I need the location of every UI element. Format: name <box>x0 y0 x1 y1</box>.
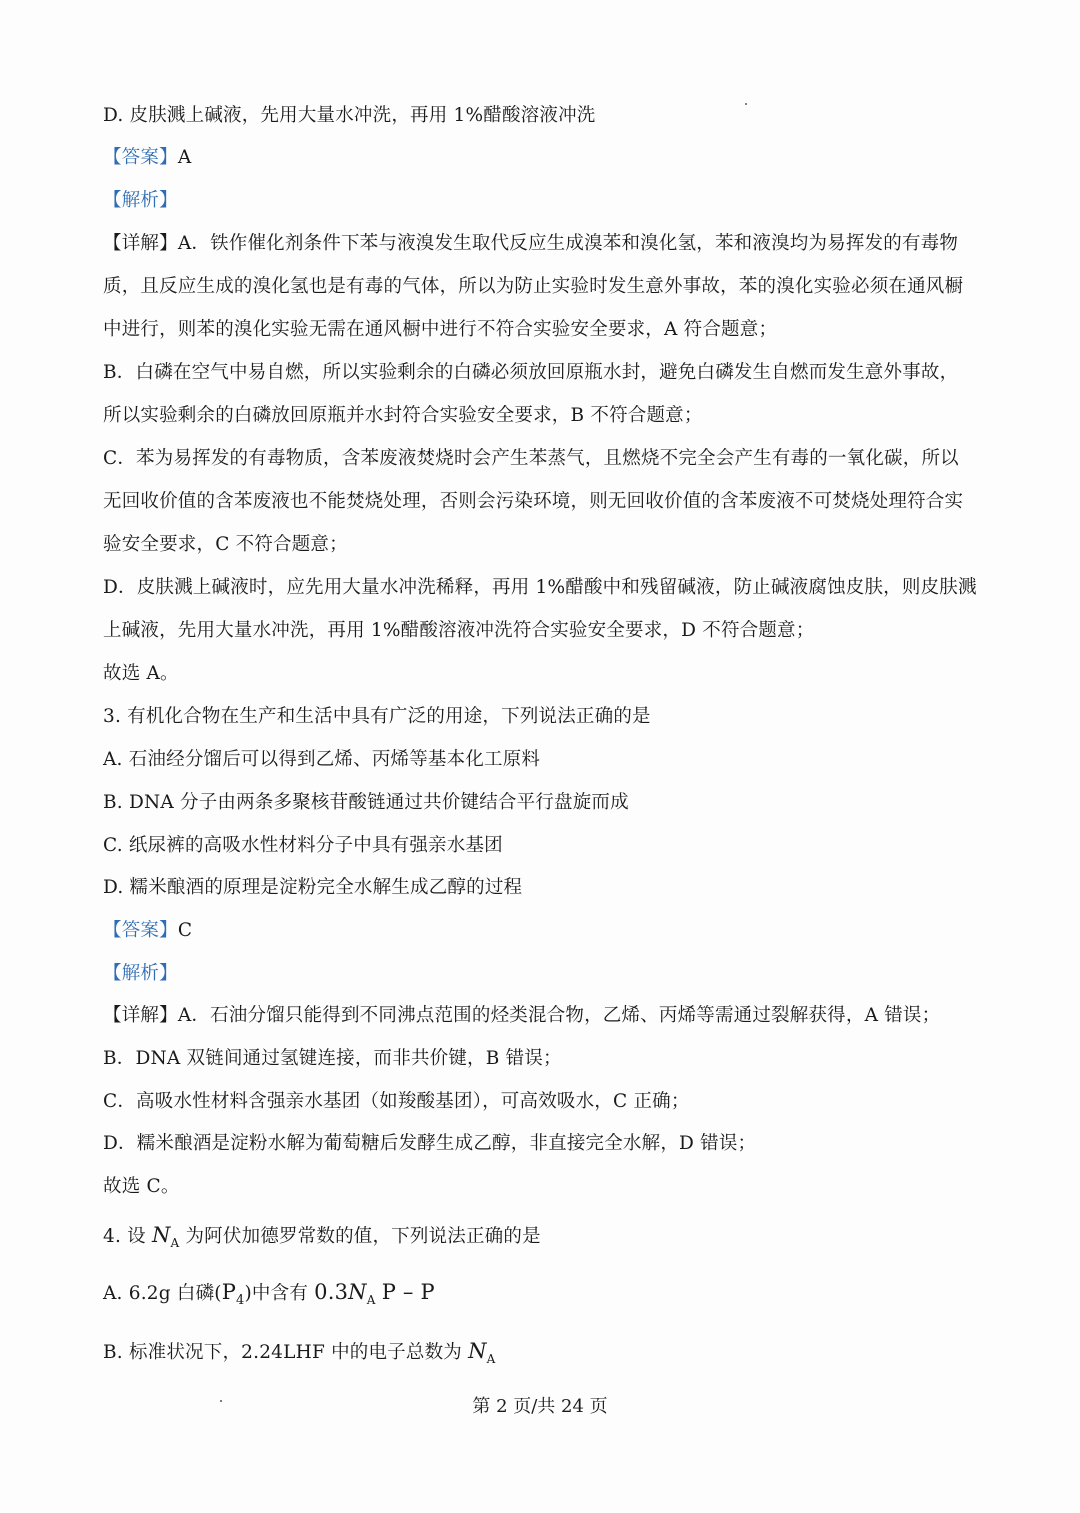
detail-tag: 【详解】 <box>103 233 178 254</box>
q3-detail-line-4: D．糯米酿酒是淀粉水解为葡萄糖后发酵生成乙醇，非直接完全水解，D 错误； <box>103 1133 757 1154</box>
q3-option-d: D. 糯米酿酒的原理是淀粉完全水解生成乙醇的过程 <box>103 877 523 898</box>
q3-option-b: B. DNA 分子由两条多聚核苷酸链通过共价键结合平行盘旋而成 <box>103 792 629 813</box>
q3-answer-line <box>103 918 192 944</box>
q3-analysis-tag: 【解析】 <box>103 963 178 984</box>
q2-detail-line-7: 无回收价值的含苯废液也不能焚烧处理，否则会污染环境，则无回收价值的含苯废液不可焚烧处理符合实 <box>103 491 964 512</box>
q2-option-d: D. 皮肤溅上碱液，先用大量水冲洗，再用 1%醋酸溶液冲洗 <box>103 105 596 126</box>
white-phosphorus-formula: $P_4$ <box>221 1280 245 1308</box>
q2-analysis-tag: 【解析】 <box>103 190 178 211</box>
q2-conclusion: 故选 A。 <box>103 663 179 684</box>
avogadro-symbol: $N_A$ <box>348 1280 376 1307</box>
q2-answer-line <box>103 145 191 171</box>
q2-detail-line-3: 中进行，则苯的溴化实验无需在通风橱中进行不符合实验安全要求，A 符合题意； <box>103 319 778 340</box>
q3-option-a: A. 石油经分馏后可以得到乙烯、丙烯等基本化工原料 <box>103 749 541 770</box>
scan-speck <box>220 1400 222 1402</box>
q3-conclusion: 故选 C。 <box>103 1176 180 1197</box>
q3-detail-line-2: B．DNA 双链间通过氢键连接，而非共价键，B 错误； <box>103 1048 562 1069</box>
q2-detail-line-1: 【详解】A．铁作催化剂条件下苯与液溴发生取代反应生成溴苯和溴化氢，苯和液溴均为易挥发的有毒物 <box>103 233 959 254</box>
avogadro-symbol: $N_A$ <box>468 1339 496 1366</box>
answer-tag: 【答案】 <box>103 147 178 168</box>
q2-detail-line-5: 所以实验剩余的白磷放回原瓶并水封符合实验安全要求，B 不符合题意； <box>103 405 703 426</box>
q2-detail-line-2: 质，且反应生成的溴化氢也是有毒的气体，所以为防止实验时发生意外事故，苯的溴化实验必须在通风橱 <box>103 276 964 297</box>
q3-stem: 3. 有机化合物在生产和生活中具有广泛的用途，下列说法正确的是 <box>103 706 651 727</box>
q3-detail-line-1: 【详解】A．石油分馏只能得到不同沸点范围的烃类混合物，乙烯、丙烯等需通过裂解获得，A 错误； <box>103 1005 941 1026</box>
avogadro-symbol: $N_A$ <box>151 1223 180 1250</box>
q2-detail-line-8: 验安全要求，C 不符合题意； <box>103 534 348 555</box>
q4-stem: 4. 设 $N_A$ 为阿伏加德罗常数的值，下列说法正确的是 <box>103 1223 541 1250</box>
q2-detail-line-6: C．苯为易挥发的有毒物质，含苯废液焚烧时会产生苯蒸气，且燃烧不完全会产生有毒的一氧化碳，所以 <box>103 448 959 469</box>
page-footer: 第 2 页/共 24 页 <box>472 1396 608 1417</box>
answer-value: C <box>177 920 193 941</box>
q3-option-c: C. 纸尿裤的高吸水性材料分子中具有强亲水基团 <box>103 835 503 856</box>
q3-detail-line-3: C．高吸水性材料含强亲水基团（如羧酸基团），可高效吸水，C 正确； <box>103 1091 690 1112</box>
answer-tag: 【答案】 <box>103 920 178 941</box>
q2-detail-line-9: D．皮肤溅上碱液时，应先用大量水冲洗稀释，再用 1%醋酸中和残留碱液，防止碱液腐蚀皮肤，则皮肤溅 <box>103 577 977 598</box>
q2-detail-line-4: B．白磷在空气中易自燃，所以实验剩余的白磷必须放回原瓶水封，避免白磷发生自燃而发生意外事故， <box>103 362 959 383</box>
detail-tag: 【详解】 <box>103 1005 178 1026</box>
p-p-bond: P – P <box>381 1280 435 1304</box>
q2-detail-line-10: 上碱液，先用大量水冲洗，再用 1%醋酸溶液冲洗符合实验安全要求，D 不符合题意； <box>103 620 815 641</box>
scan-speck <box>745 103 747 105</box>
q4-option-a: A. 6.2g 白磷$(P_4)$中含有 $0.3N_A$ P – P <box>103 1280 435 1308</box>
answer-value: A <box>177 147 192 168</box>
q4-option-b: B. 标准状况下，2.24LHF 中的电子总数为 $N_A$ <box>103 1339 496 1366</box>
